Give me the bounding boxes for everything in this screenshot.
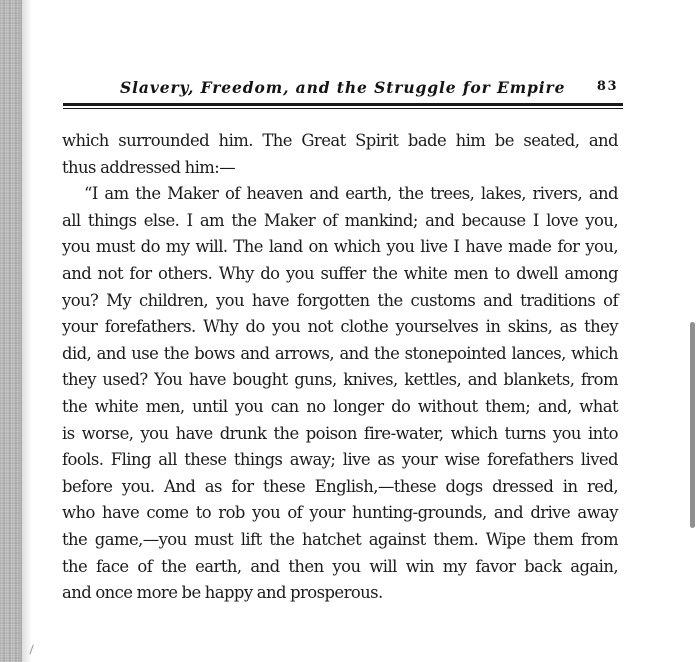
text-line: fools. Fling all these things away; live as your wise forefathers lived <box>62 450 618 470</box>
text-line: and once more be happy and prosperous. <box>62 583 383 603</box>
text-line: is worse, you have drunk the poison fire-water, which turns you into <box>62 423 618 443</box>
text-line: “I am the Maker of heaven and earth, the trees, lakes, rivers, and <box>84 184 618 204</box>
text-line: the game,—you must lift the hatchet against them. Wipe them from <box>62 529 618 549</box>
text-line: which surrounded him. The Great Spirit bade him be seated, and <box>62 131 618 150</box>
running-head-title: Slavery, Freedom, and the Struggle for Empire <box>120 78 566 97</box>
scrollbar-thumb[interactable] <box>690 322 695 528</box>
running-head <box>90 78 620 102</box>
text-line: the white men, until you can no longer do without them; and, what <box>62 396 618 416</box>
text-line: your forefathers. Why do you not clothe yourselves in skins, as they <box>62 317 618 337</box>
text-line: and not for others. Why do you suffer the white men to dwell among <box>62 263 618 283</box>
header-rule-thick <box>63 103 623 106</box>
header-rule-thin <box>63 108 623 109</box>
page-number: 83 <box>596 79 618 94</box>
text-line: you must do my will. The land on which you live I have made for you, <box>62 237 618 257</box>
body-text <box>62 128 618 607</box>
text-line: they used? You have bought guns, knives, kettles, and blankets, from <box>62 370 618 390</box>
text-line: who have come to rob you of your hunting-grounds, and drive away <box>62 503 618 523</box>
scrollbar[interactable] <box>686 0 700 662</box>
text-line: you? My children, you have forgotten the customs and traditions of <box>62 290 618 310</box>
text-line: before you. And as for these English,—these dogs dressed in red, <box>62 476 618 496</box>
text-line: the face of the earth, and then you will win my favor back again, <box>62 556 618 576</box>
text-line: thus addressed him:— <box>62 157 236 177</box>
text-line: all things else. I am the Maker of mankind; and because I love you, <box>62 210 618 230</box>
text-line: did, and use the bows and arrows, and the stonepointed lances, which <box>62 343 618 363</box>
gutter-shadow <box>18 0 32 662</box>
